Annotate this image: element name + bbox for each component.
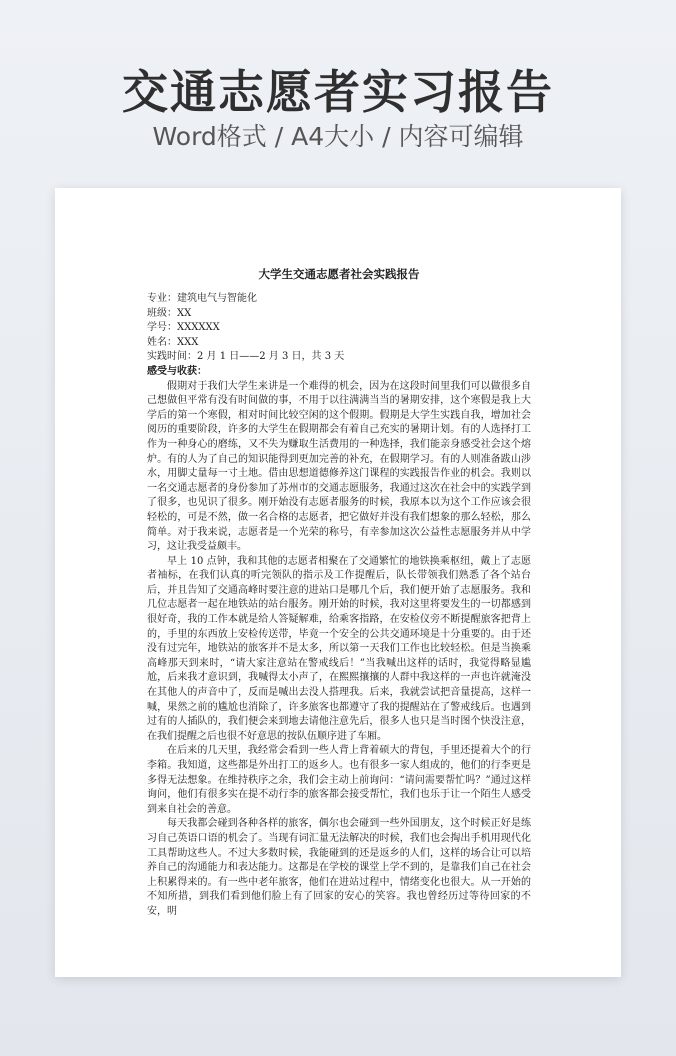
document-page: [55, 188, 621, 977]
paragraph: 在后来的几天里，我经常会看到一些人背上背着硕大的背包，手里还提着大个的行李箱。我知道，这些都是外出打工的返乡人。也有很多一家人组成的，他们的行李更是多得无法想象。在维持秩序之余，我们会主动上前询问：“请问需要帮忙吗？”通过这样询问，他们有很多实在提不动行李的旅客都会接受帮忙，我们也乐于让一个陌生人感受到来自社会的善意。: [147, 745, 531, 815]
meta-name: 姓名：XXX: [147, 336, 199, 348]
meta-major: 专业：建筑电气与智能化: [147, 293, 257, 304]
paragraph: 每天我都会碰到各种各样的旅客，偶尔也会碰到一些外国朋友，这个时候正好是练习自己英语口语的机会了。当现有词汇量无法解决的时候，我们也会掏出手机用现代化工具帮助这些人。不过大多数时候，我能碰到的还是返乡的人们，这样的场合让可以培养自己的沟通能力和表达能力。这都是在学校的课堂上学不到的，是靠我们自己在社会上积累得来的。有一些中老年旅客，他们在进站过程中，情绪变化也很大。从一开始的不知所措，到我们看到他们脸上有了回家的安心的笑容。我也曾经历过等待回家的不安，明: [147, 818, 531, 917]
banner-subtitle: Word格式 / A4大小 / 内容可编辑: [152, 122, 524, 151]
document-body: [147, 266, 531, 920]
section-heading: 感受与收获：: [147, 365, 207, 377]
meta-class: 班级：XX: [147, 307, 192, 319]
paragraph: 假期对于我们大学生来讲是一个难得的机会，因为在这段时间里我们可以做很多自己想做但平常有没有时间做的事，不用于以往满满当当的暑期安排，这个寒假是我上大学后的第一个寒假，相对时间比较空闲的这个假期。假期是大学生实践自我，增加社会阅历的重要阶段，许多的大学生在假期都会有着自己充实的暑期计划。有的人选择打工作为一种身心的磨练，又不失为赚取生活费用的一种选择，我们能亲身感受社会这个熔炉。有的人为了自己的知识能得到更加完善的补充，在假期学习。有的人则准备跋山涉水，用脚丈量每一寸土地。借由思想道德修养这门课程的实践报告作业的机会。我则以一名交通志愿者的身份参加了苏州市的交通志愿服务，我通过这次在社会中的实践学到了很多，也见识了很多。刚开始没有志愿者服务的时候，我原本以为这个工作应该会很轻松的，可是不然，做一名合格的志愿者，把它做好并没有我们想象的那么轻松，那么简单。对于我来说，志愿者是一个光荣的称号，有幸参加这次公益性志愿服务并从中学习，这让我受益颇丰。: [147, 380, 531, 553]
document-title: 大学生交通志愿者社会实践报告: [258, 267, 420, 281]
paragraph: 早上 10 点钟，我和其他的志愿者相聚在了交通繁忙的地铁换乘枢纽，戴上了志愿者袖标，在我们认真的听完领队的指示及工作提醒后，队长带领我们熟悉了各个站台后，并且告知了交通高峰时要注意的进站口是哪几个后，我们便开始了志愿服务。我和几位志愿者一起在地铁站的站台服务。刚开始的时候，我对这里将要发生的一切都感到很好奇，我的工作本就是给人答疑解难，给乘客指路，在安检仪旁不断提醒旅客把背上的，手里的东西放上安检传送带，毕竟一个安全的公共交通环境是十分重要的。由于还没有过完年，地铁站的旅客并不是太多，所以第一天我们工作也比较轻松。但是当换乘高峰那天到来时，“请大家注意站在警戒线后！”当我喊出这样的话时，我觉得略显尴尬，后来我才意识到，我喊得太小声了，在熙熙攘攘的人群中我这样的一声也许就淹没在其他人的声音中了，反而是喊出去没人搭理我。后来，我就尝试把音量提高，这样一喊，果然之前的尴尬也消除了，许多旅客也都遵守了我的提醒站在了警戒线后。也遇到过有的人插队的，我们便会来到地去请他注意先后，很多人也只是当时图个快没注意，在我们提醒之后也很不好意思的按队伍顺序进了车厢。: [147, 555, 531, 742]
meta-practice-time: 实践时间：2 月 1 日——2 月 3 日，共 3 天: [147, 351, 345, 363]
banner-title: 交通志愿者实习报告: [122, 65, 554, 119]
meta-student-id: 学号：XXXXXX: [147, 322, 220, 334]
